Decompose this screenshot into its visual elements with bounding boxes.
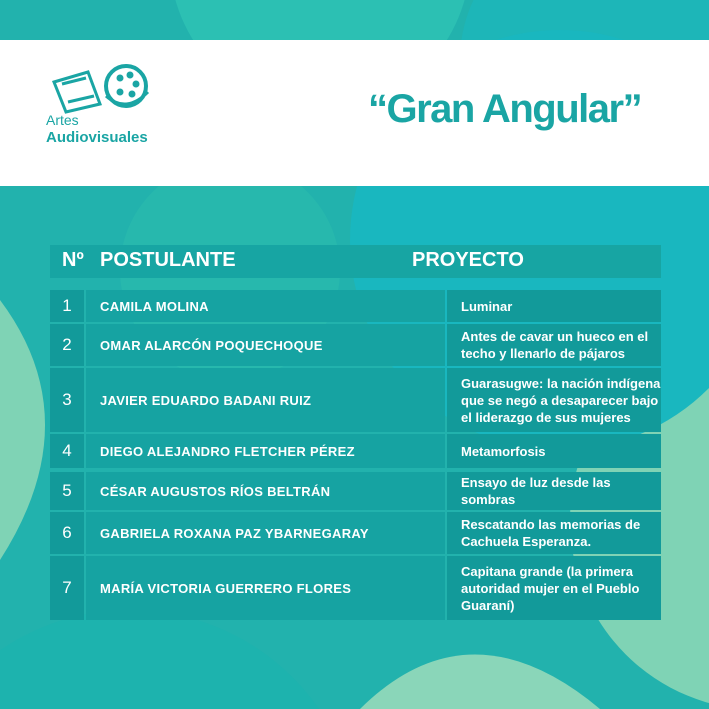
logo-text-audiovisuales: Audiovisuales	[46, 129, 148, 146]
project-title: Capitana grande (la primera autoridad mujer en el Pueblo Guaraní)	[447, 556, 661, 620]
row-number: 1	[50, 290, 84, 322]
logo-text-artes: Artes	[46, 112, 79, 128]
project-title: Ensayo de luz desde las sombras	[447, 472, 661, 510]
table-header	[50, 245, 661, 278]
column-header-proyecto: PROYECTO	[412, 249, 524, 271]
applicant-name: DIEGO ALEJANDRO FLETCHER PÉREZ	[86, 434, 445, 468]
table-row	[50, 512, 661, 554]
applicant-name: MARÍA VICTORIA GUERRERO FLORES	[86, 556, 445, 620]
project-title: Metamorfosis	[447, 434, 661, 468]
table-row	[50, 368, 661, 432]
column-header-number: Nº	[62, 249, 84, 271]
applicant-name: OMAR ALARCÓN POQUECHOQUE	[86, 324, 445, 366]
row-number: 3	[50, 368, 84, 432]
project-title: Antes de cavar un hueco en el techo y llenarlo de pájaros	[447, 324, 661, 366]
applicant-name: JAVIER EDUARDO BADANI RUIZ	[86, 368, 445, 432]
project-title: Guarasugwe: la nación indígena que se negó a desaparecer bajo el liderazgo de sus mujeres	[447, 368, 661, 432]
table-row	[50, 472, 661, 510]
table-row	[50, 434, 661, 468]
artes-audiovisuales-logo	[44, 62, 174, 154]
project-title: Luminar	[447, 290, 661, 322]
applicant-name: GABRIELA ROXANA PAZ YBARNEGARAY	[86, 512, 445, 554]
row-number: 4	[50, 434, 84, 468]
row-number: 7	[50, 556, 84, 620]
header-bar	[0, 40, 709, 186]
applicant-name: CÉSAR AUGUSTOS RÍOS BELTRÁN	[86, 472, 445, 510]
table-row	[50, 556, 661, 620]
row-number: 6	[50, 512, 84, 554]
table-row	[50, 324, 661, 366]
row-number: 5	[50, 472, 84, 510]
film-reel-icon	[50, 62, 150, 114]
project-title: Rescatando las memorias de Cachuela Esperanza.	[447, 512, 661, 554]
applicant-name: CAMILA MOLINA	[86, 290, 445, 322]
table-row	[50, 290, 661, 322]
column-header-postulante: POSTULANTE	[100, 249, 236, 271]
page-title: “Gran Angular”	[368, 87, 642, 131]
row-number: 2	[50, 324, 84, 366]
